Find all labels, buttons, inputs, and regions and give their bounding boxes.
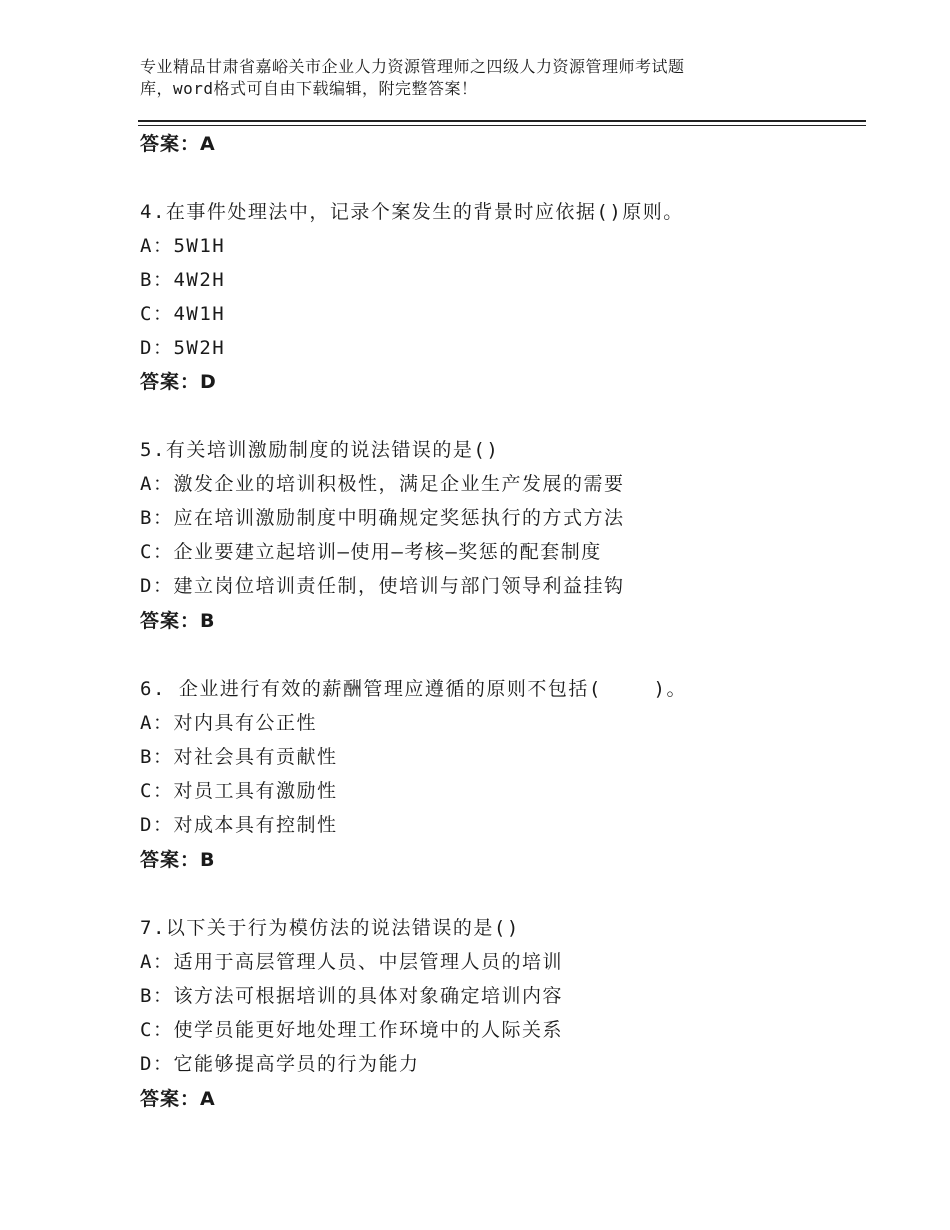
option-b: B：对社会具有贡献性 (140, 746, 338, 768)
question-stem: 6. 企业进行有效的薪酬管理应遵循的原则不包括( )。 (140, 678, 687, 700)
option-a: A：5W1H (140, 235, 226, 257)
option-c: C：使学员能更好地处理工作环境中的人际关系 (140, 1019, 563, 1041)
question-stem: 4.在事件处理法中，记录个案发生的背景时应依据()原则。 (140, 201, 684, 223)
page-header (140, 56, 790, 100)
option-c: C：4W1H (140, 303, 226, 325)
header-line-1: 专业精品甘肃省嘉峪关市企业人力资源管理师之四级人力资源管理师考试题 (140, 57, 685, 76)
option-a: A：适用于高层管理人员、中层管理人员的培训 (140, 951, 563, 973)
option-c: C：企业要建立起培训—使用—考核—奖惩的配套制度 (140, 541, 602, 563)
option-a: A：对内具有公正性 (140, 712, 317, 734)
answer: 答案：A (140, 1088, 216, 1110)
header-rule-thick (138, 120, 866, 122)
answer: 答案：B (140, 610, 216, 632)
header-rule-thin (138, 125, 866, 126)
answer: 答案：D (140, 371, 217, 393)
option-d: D：建立岗位培训责任制，使培训与部门领导利益挂钩 (140, 575, 625, 597)
option-d: D：5W2H (140, 337, 226, 359)
previous-answer: 答案：A (140, 133, 216, 155)
option-d: D：它能够提高学员的行为能力 (140, 1053, 420, 1075)
answer: 答案：B (140, 849, 216, 871)
question-stem: 5.有关培训激励制度的说法错误的是() (140, 439, 500, 461)
question-stem: 7.以下关于行为模仿法的说法错误的是() (140, 917, 520, 939)
option-b: B：应在培训激励制度中明确规定奖惩执行的方式方法 (140, 507, 625, 529)
option-c: C：对员工具有激励性 (140, 780, 338, 802)
option-a: A：激发企业的培训积极性，满足企业生产发展的需要 (140, 473, 625, 495)
option-b: B：4W2H (140, 269, 226, 291)
header-line-2: 库，word格式可自由下载编辑，附完整答案！ (140, 79, 478, 98)
option-b: B：该方法可根据培训的具体对象确定培训内容 (140, 985, 563, 1007)
option-d: D：对成本具有控制性 (140, 814, 338, 836)
